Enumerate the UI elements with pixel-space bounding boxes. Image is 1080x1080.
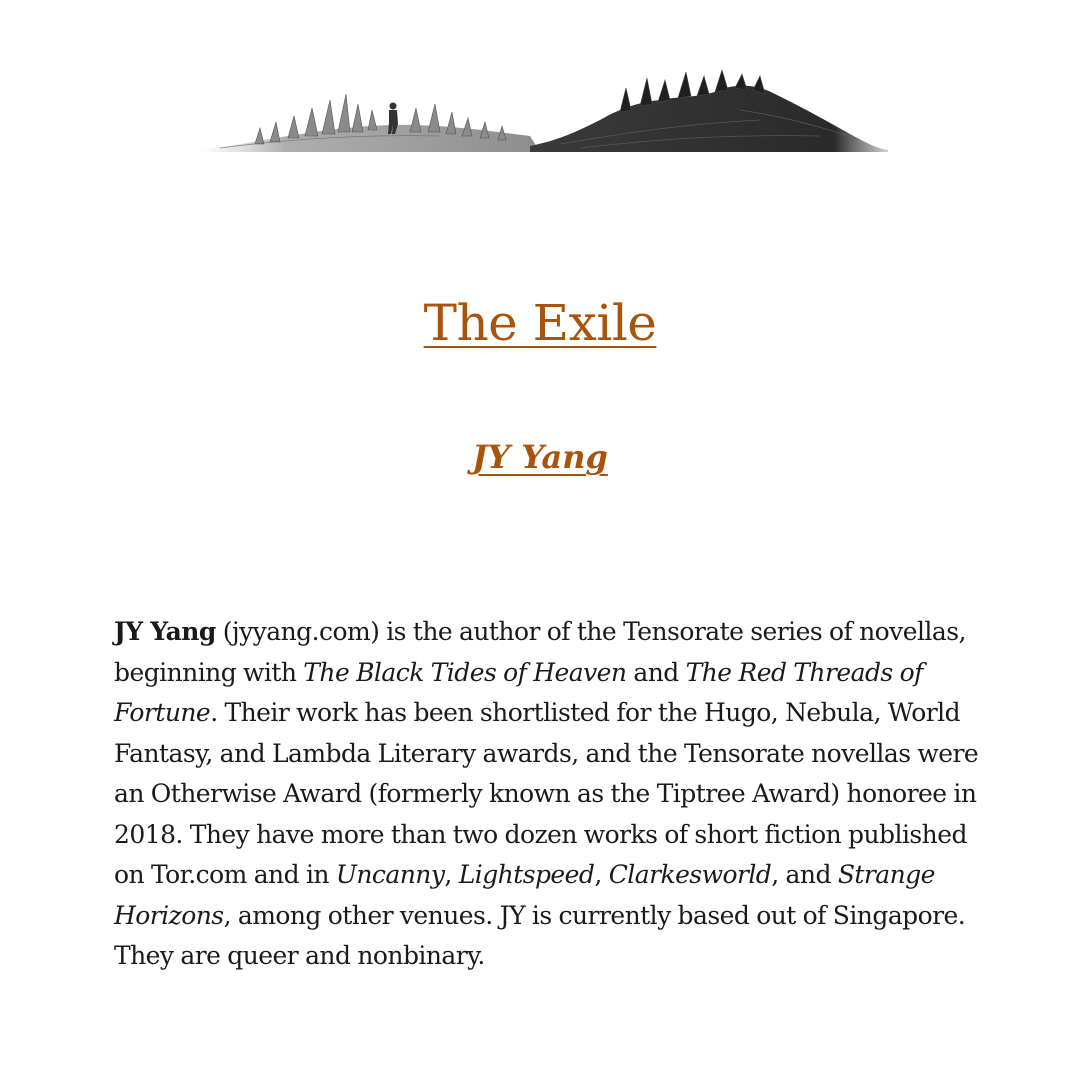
story-title — [0, 288, 1080, 358]
bio-text: (jyyang.com) is the author of the Tensorate series of novellas, beginning with — [114, 617, 966, 687]
bio-text: , and — [771, 860, 838, 889]
story-title-link[interactable]: The Exile — [423, 294, 657, 352]
magazine-title: Lightspeed — [458, 860, 595, 889]
bio-text: , among other venues. JY is currently based out of Singapore. They are queer and nonbinary. — [114, 900, 966, 970]
author-link[interactable]: JY Yang — [472, 438, 608, 476]
bio-text: and — [626, 657, 686, 687]
bio-text: , — [444, 860, 459, 889]
book-title: The Black Tides of Heaven — [303, 657, 627, 687]
bio-text: . Their work has been shortlisted for the Hugo, Nebula, World Fantasy, and Lambda Literary awards, and the Tensorate novellas were an Otherwise Award (formerly known as the Tiptree Award) honoree in 2018. They have more than two dozen works of short fiction published on Tor.com and in — [114, 698, 979, 889]
bio-text: , — [594, 860, 609, 889]
magazine-title: Strange Horizons — [114, 860, 935, 930]
bio-author-name: JY Yang — [114, 617, 216, 646]
story-author — [0, 432, 1080, 482]
magazine-title: Clarkesworld — [608, 860, 772, 889]
book-title: The Red Threads of Fortune — [114, 657, 923, 727]
author-bio — [114, 612, 984, 977]
header-landscape-illustration — [200, 60, 890, 160]
magazine-title: Uncanny — [335, 860, 445, 889]
